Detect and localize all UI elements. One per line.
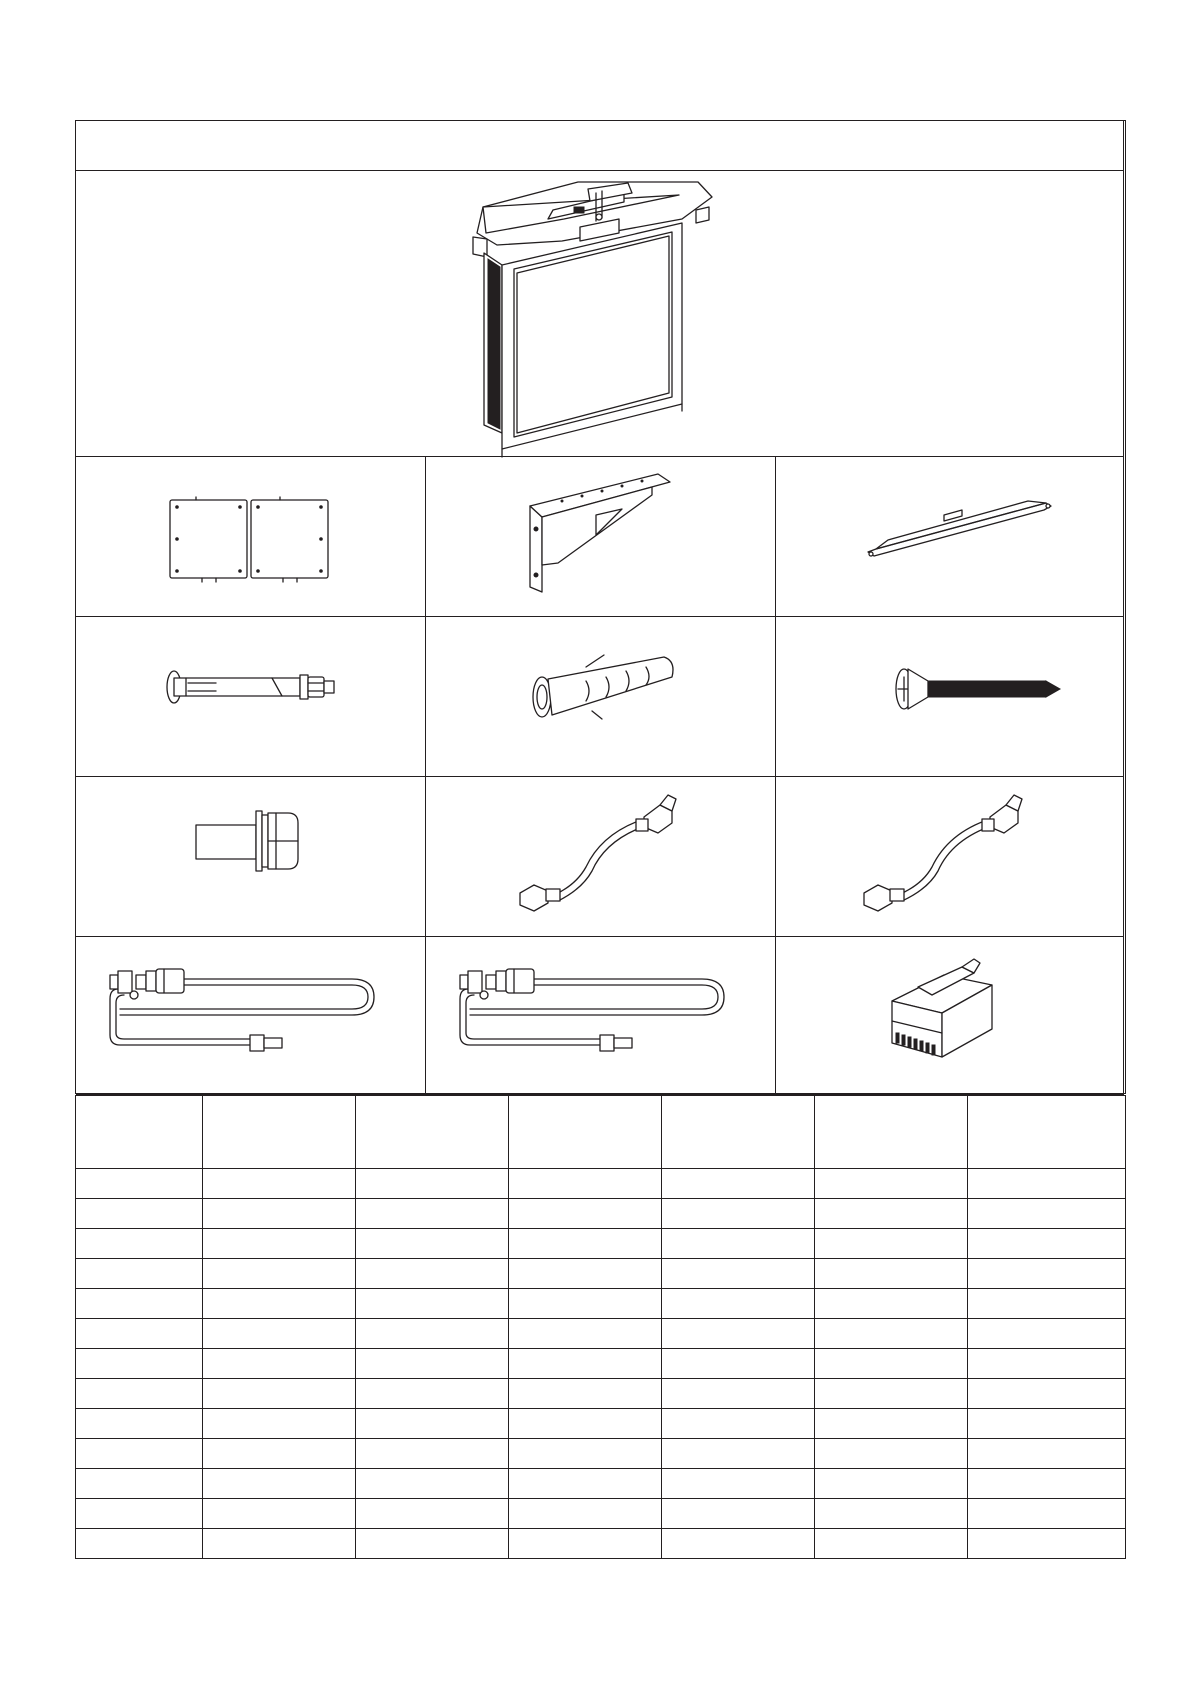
table-cell [968,1379,1126,1409]
table-cell [356,1229,509,1259]
table-cell [815,1379,968,1409]
table-cell [509,1259,662,1289]
top-bracket-cell [776,457,1124,617]
table-cell [662,1379,815,1409]
table-cell [815,1259,968,1289]
table-cell [203,1229,356,1259]
packing-list-frame [75,120,1126,1094]
table-cell [968,1319,1126,1349]
network-cable-1-cell [426,777,776,937]
table-cell [203,1439,356,1469]
table-cell [509,1319,662,1349]
expansion-bolt-cell [76,617,426,777]
table-cell [509,1469,662,1499]
table-cell [509,1379,662,1409]
table-cell [76,1529,203,1559]
table-cell [356,1469,509,1499]
table-cell [76,1169,203,1199]
table-cell [509,1349,662,1379]
table-cell [815,1229,968,1259]
table-cell [662,1439,815,1469]
table-row [76,1319,1126,1349]
table-cell [968,1499,1126,1529]
table-cell [76,1229,203,1259]
table-row [76,1439,1126,1469]
table-cell [815,1169,968,1199]
battery-module-icon [76,171,1124,457]
cable-gland-icon [76,777,426,937]
table-cell [662,1289,815,1319]
network-cable-icon [426,777,776,937]
table-cell [203,1469,356,1499]
table-row [76,1529,1126,1559]
table-cell [76,1469,203,1499]
table-cell [76,1259,203,1289]
table-cell [815,1349,968,1379]
table-header-cell [356,1096,509,1169]
table-cell [203,1289,356,1319]
table-cell [203,1529,356,1559]
table-cell [203,1169,356,1199]
table-cell [76,1289,203,1319]
table-cell [968,1289,1126,1319]
table-cell [509,1499,662,1529]
power-cable-2-cell [426,937,776,1095]
countersunk-screw-cell [776,617,1124,777]
table-cell [662,1349,815,1379]
table-cell [662,1499,815,1529]
wall-plug-cell [426,617,776,777]
table-cell [968,1469,1126,1499]
table-cell [509,1409,662,1439]
header-row [76,121,1124,171]
table-cell [356,1259,509,1289]
table-cell [662,1409,815,1439]
power-cable-1-cell [76,937,426,1095]
table-cell [968,1259,1126,1289]
table-cell [203,1319,356,1349]
table-cell [662,1169,815,1199]
wall-bracket-cell [426,457,776,617]
table-cell [662,1229,815,1259]
table-header-cell [76,1096,203,1169]
table-row [76,1499,1126,1529]
table-cell [662,1319,815,1349]
table-cell [815,1409,968,1439]
table-cell [815,1499,968,1529]
table-header-row [76,1096,1126,1169]
table-row [76,1469,1126,1499]
table-row [76,1169,1126,1199]
table-cell [815,1439,968,1469]
cable-gland-cell [76,777,426,937]
table-cell [203,1499,356,1529]
table-cell [968,1229,1126,1259]
table-cell [815,1529,968,1559]
table-cell [203,1349,356,1379]
table-cell [203,1409,356,1439]
table-row [76,1379,1126,1409]
table-cell [76,1439,203,1469]
table-cell [509,1199,662,1229]
table-cell [662,1529,815,1559]
table-cell [356,1439,509,1469]
table-row [76,1199,1126,1229]
table-header-cell [815,1096,968,1169]
table-header-cell [662,1096,815,1169]
table-cell [76,1319,203,1349]
wall-plug-icon [426,617,776,777]
power-cable-icon [76,937,426,1095]
table-cell [815,1319,968,1349]
table-header-cell [968,1096,1126,1169]
table-cell [203,1199,356,1229]
table-cell [662,1199,815,1229]
table-cell [203,1379,356,1409]
rj45-terminator-cell [776,937,1124,1095]
table-cell [76,1199,203,1229]
table-cell [356,1199,509,1229]
rj45-plug-icon [776,937,1124,1095]
table-cell [356,1289,509,1319]
network-cable-2-cell [776,777,1124,937]
side-cover-plates-icon [76,457,426,617]
side-covers-cell [76,457,426,617]
table-cell [356,1409,509,1439]
table-row [76,1289,1126,1319]
network-cable-icon [776,777,1124,937]
top-bracket-icon [776,457,1124,617]
table-cell [356,1379,509,1409]
table-cell [203,1259,356,1289]
table-cell [815,1469,968,1499]
packing-table [75,1095,1126,1559]
table-cell [76,1499,203,1529]
table-cell [76,1379,203,1409]
table-cell [968,1529,1126,1559]
table-cell [509,1439,662,1469]
table-header-cell [509,1096,662,1169]
table-header-cell [203,1096,356,1169]
table-cell [509,1529,662,1559]
table-cell [968,1409,1126,1439]
table-cell [968,1439,1126,1469]
table-cell [968,1199,1126,1229]
table-cell [76,1409,203,1439]
table-cell [815,1199,968,1229]
table-row [76,1409,1126,1439]
battery-module-cell [76,171,1124,457]
table-cell [509,1169,662,1199]
table-cell [509,1289,662,1319]
table-cell [356,1169,509,1199]
table-row [76,1349,1126,1379]
table-cell [815,1289,968,1319]
table-cell [356,1529,509,1559]
table-cell [968,1349,1126,1379]
power-cable-icon [426,937,776,1095]
table-cell [662,1259,815,1289]
table-cell [76,1349,203,1379]
table-cell [968,1169,1126,1199]
table-row [76,1229,1126,1259]
table-cell [509,1229,662,1259]
table-cell [356,1349,509,1379]
table-row [76,1259,1126,1289]
wall-bracket-icon [426,457,776,617]
table-cell [356,1319,509,1349]
countersunk-screw-icon [776,617,1124,777]
table-cell [356,1499,509,1529]
table-cell [662,1469,815,1499]
expansion-bolt-icon [76,617,426,777]
